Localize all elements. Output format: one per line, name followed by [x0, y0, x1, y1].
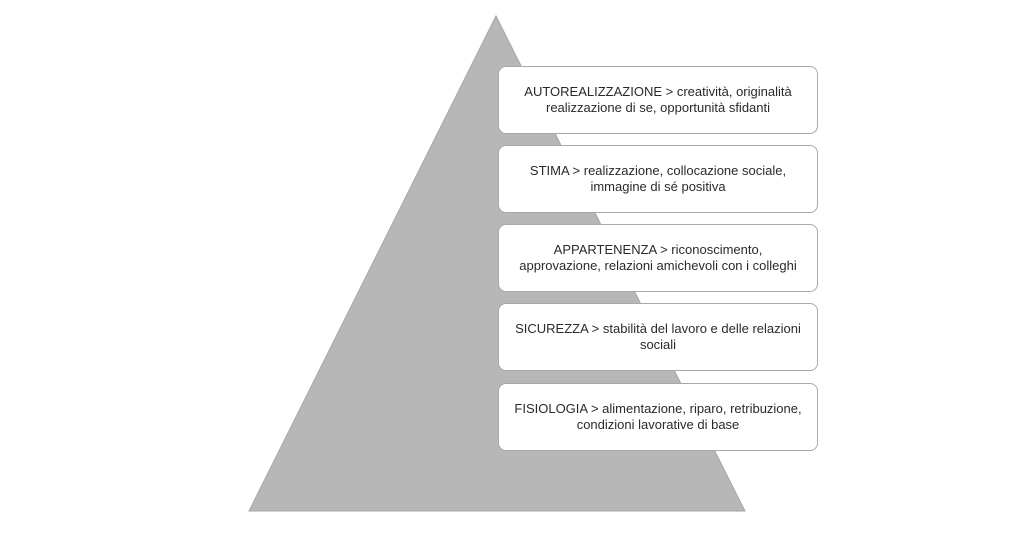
level-text-appartenenza: APPARTENENZA > riconoscimento, approvazione, relazioni amichevoli con i colleghi	[519, 242, 797, 273]
level-text-autorealizzazione: AUTOREALIZZAZIONE > creatività, originalità realizzazione di se, opportunità sfidanti	[524, 84, 792, 115]
level-text-stima: STIMA > realizzazione, collocazione sociale, immagine di sé positiva	[529, 163, 787, 194]
level-box-stima	[498, 145, 818, 213]
level-text-sicurezza: SICUREZZA > stabilità del lavoro e delle relazioni sociali	[515, 321, 801, 352]
level-box-sicurezza	[498, 303, 818, 371]
level-box-autorealizzazione	[498, 66, 818, 134]
level-box-appartenenza	[498, 224, 818, 292]
level-text-fisiologia: FISIOLOGIA > alimentazione, riparo, retribuzione, condizioni lavorative di base	[514, 401, 802, 432]
level-box-fisiologia	[498, 383, 818, 451]
